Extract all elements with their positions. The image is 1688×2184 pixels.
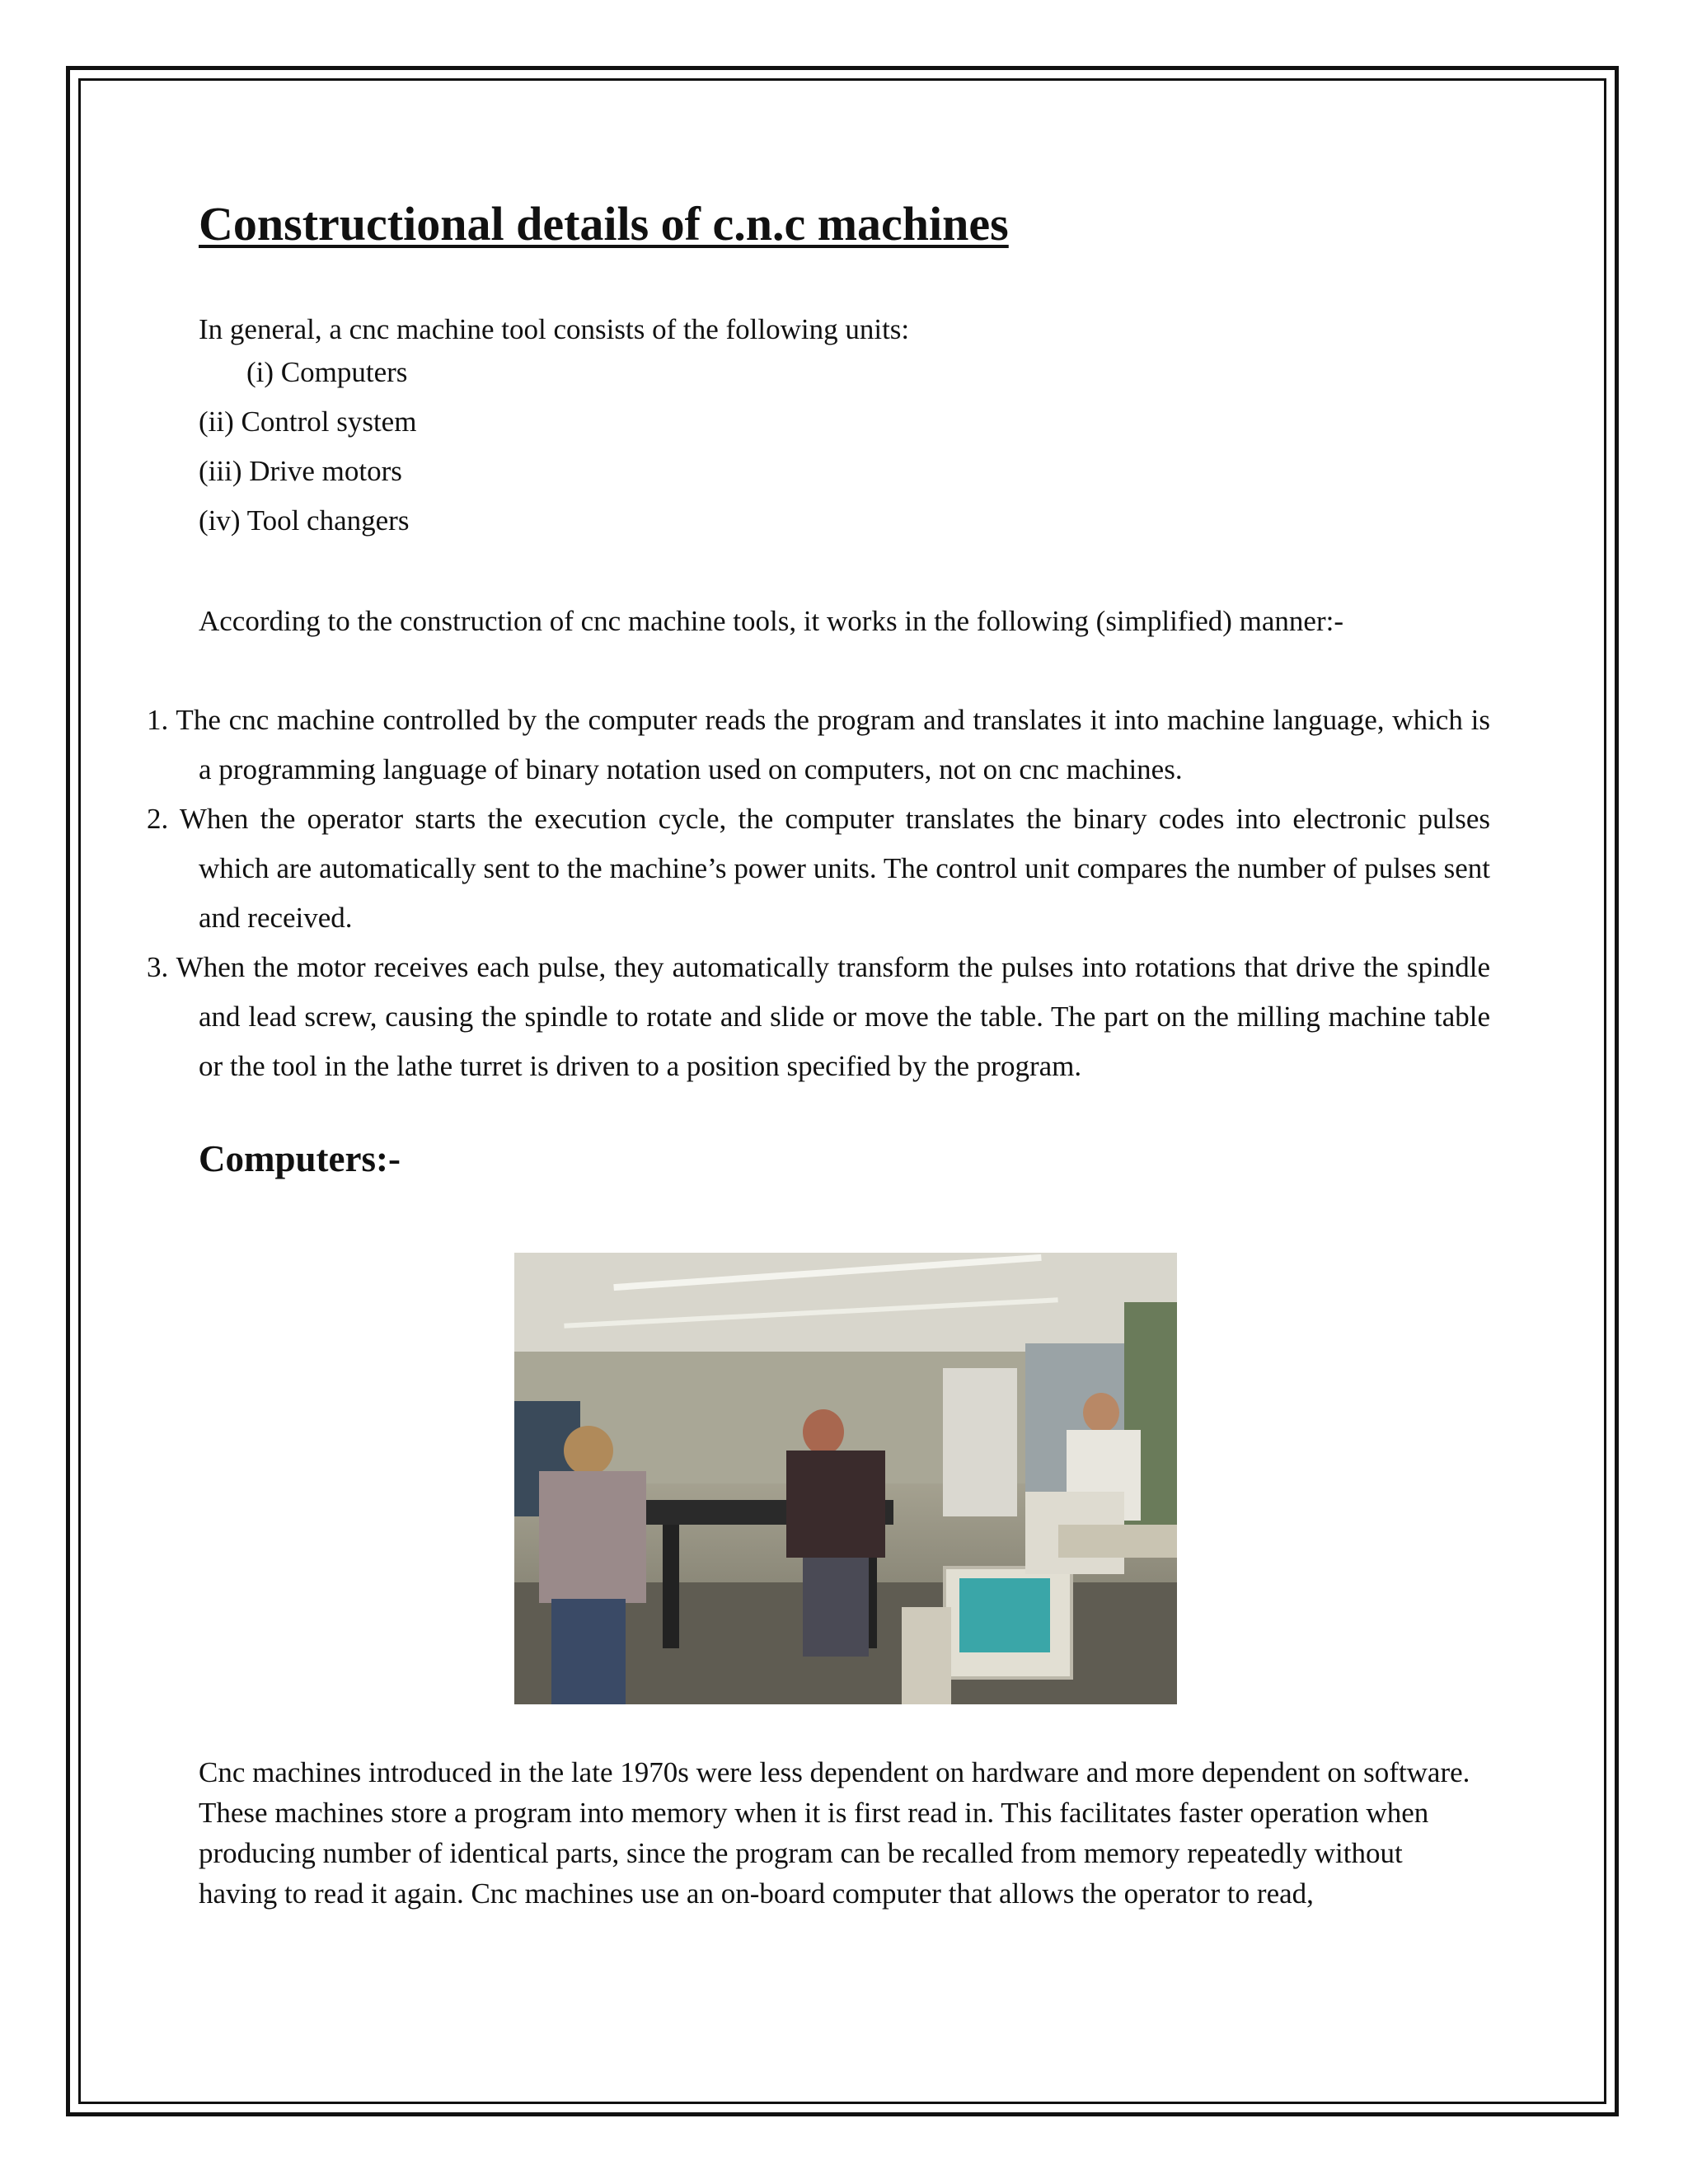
units-list — [199, 348, 416, 546]
computers-paragraph: Cnc machines introduced in the late 1970s were less dependent on hardware and more dependent on software. These machines store a program into memory when it is first read in. This facilitates faster operation when producing number of identical parts, since the program can be recalled from memory repeatedly without having to read it again. Cnc machines use an on-board computer that allows the operator to read, — [199, 1756, 1470, 1910]
step-item: 2. When the operator starts the execution cycle, the computer translates the binary codes into electronic pulses which are automatically sent to the machine’s power units. The control unit compares the number of pulses sent and received. — [147, 803, 1490, 934]
intro-text: In general, a cnc machine tool consists of the following units: — [199, 313, 910, 345]
lab-photo — [514, 1253, 1177, 1704]
steps-list — [147, 696, 1490, 1091]
step-item: 1. The cnc machine controlled by the computer reads the program and translates it into machine language, which is a programming language of binary notation used on computers, not on cnc machines. — [147, 704, 1490, 785]
unit-item: (iii) Drive motors — [199, 455, 402, 487]
unit-item: (i) Computers — [246, 356, 408, 388]
page-title: Constructional details of c.n.c machines — [199, 197, 1009, 251]
unit-item: (ii) Control system — [199, 405, 417, 438]
according-text: According to the construction of cnc machine tools, it works in the following (simplified) manner:- — [199, 605, 1343, 637]
unit-item: (iv) Tool changers — [199, 504, 410, 537]
step-item: 3. When the motor receives each pulse, they automatically transform the pulses into rotations that drive the spindle and lead screw, causing the spindle to rotate and slide or move the table. The part on the milling machine table or the tool in the lathe turret is driven to a position specified by the program. — [147, 951, 1490, 1082]
section-heading-computers: Computers:- — [199, 1138, 401, 1179]
